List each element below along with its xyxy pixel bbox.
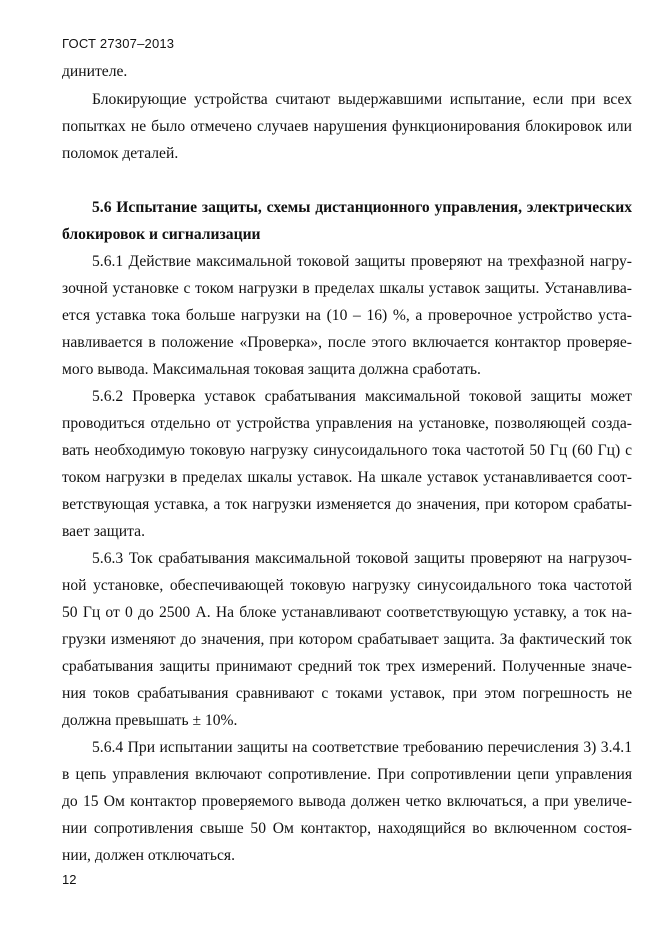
text-line: нии, должен отключаться. — [62, 847, 235, 864]
text-line: ния токов срабатывания сравнивают с токами уставок, при этом погрешность не — [62, 685, 632, 702]
text-line: 5.6.4 При испытании защиты на соответствие требованию перечисления 3) 3.4.1 — [92, 739, 632, 756]
text-line: Блокирующие устройства считают выдержавшими испытание, если при всех — [92, 91, 632, 108]
text-line: 50 Гц от 0 до 2500 А. На блоке устанавливают соответствующую уставку, а ток на- — [62, 604, 632, 621]
section-heading-line: блокировок и сигнализации — [62, 226, 261, 243]
text-line: мого вывода. Максимальная токовая защита должна сработать. — [62, 361, 481, 378]
text-line: 5.6.3 Ток срабатывания максимальной токовой защиты проверяют на нагрузоч- — [92, 550, 632, 567]
text-line: 5.6.1 Действие максимальной токовой защиты проверяют на трехфазной нагру- — [92, 253, 632, 270]
text-line: должна превышать ± 10%. — [62, 712, 238, 729]
page-number: 12 — [62, 872, 77, 887]
text-line: ной установке, обеспечивающей токовую нагрузку синусоидального тока частотой — [62, 577, 632, 594]
text-line: ветствующая уставка, а ток нагрузки изменяется до значения, при котором срабаты- — [62, 496, 632, 513]
section-heading-line: 5.6 Испытание защиты, схемы дистанционного управления, электрических — [92, 199, 632, 216]
document-code-header: ГОСТ 27307–2013 — [62, 36, 175, 51]
text-line: до 15 Ом контактор проверяемого вывода должен четко включаться, а при увеличе- — [62, 793, 632, 810]
text-line: динителе. — [62, 63, 128, 80]
text-line: зочной установке с током нагрузки в пределах шкалы уставок защиты. Устанавлива- — [62, 280, 632, 297]
text-line: нии сопротивления свыше 50 Ом контактор, находящийся во включенном состоя- — [62, 820, 632, 837]
text-line: грузки изменяют до значения, при котором срабатывает защита. За фактический ток — [62, 631, 632, 648]
text-line: ется уставка тока больше нагрузки на (10 – 16) %, а проверочное устройство уста- — [62, 307, 632, 324]
text-line: поломок деталей. — [62, 145, 179, 162]
text-line: в цепь управления включают сопротивление. При сопротивлении цепи управления — [62, 766, 632, 783]
text-line: срабатывания защиты принимают средний ток трех измерений. Полученные значе- — [62, 658, 632, 675]
text-line: вает защита. — [62, 523, 145, 540]
text-line: навливается в положение «Проверка», после этого включается контактор проверяе- — [62, 334, 632, 351]
text-line: попытках не было отмечено случаев нарушения функционирования блокировок или — [62, 118, 632, 135]
text-line: вать необходимую токовую нагрузку синусоидального тока частотой 50 Гц (60 Гц) с — [62, 442, 632, 459]
text-line: током нагрузки в пределах шкалы уставок. На шкале уставок устанавливается соот- — [62, 469, 632, 486]
text-line: проводиться отдельно от устройства управления на установке, позволяющей созда- — [62, 415, 632, 432]
text-line: 5.6.2 Проверка уставок срабатывания максимальной токовой защиты может — [92, 388, 632, 405]
